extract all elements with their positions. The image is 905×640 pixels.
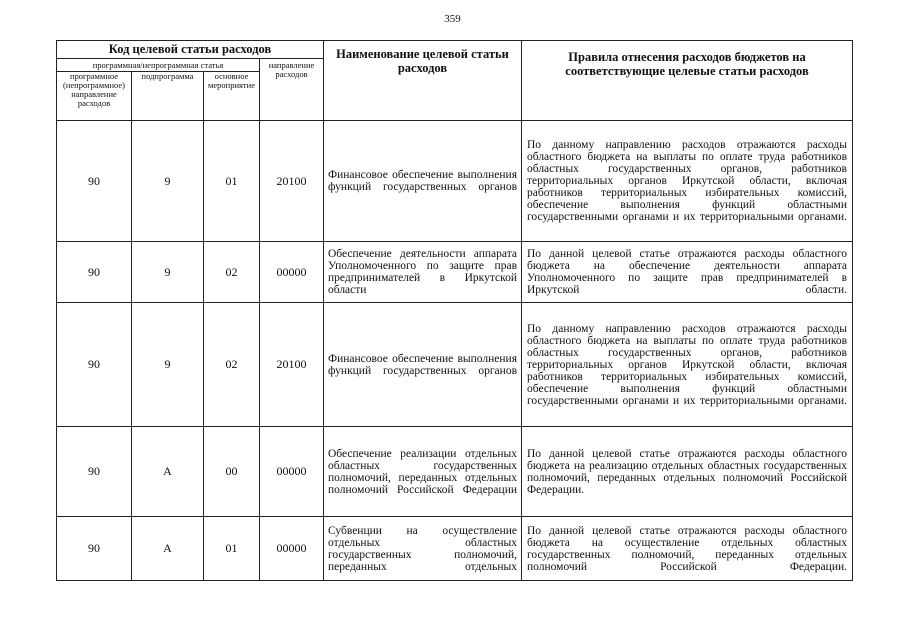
- name-cell: Обеспечение деятельности аппарата Уполномоченного по защите прав предпринимателей в Иркутской области: [324, 242, 522, 303]
- code-title-header: Код целевой статьи расходов: [57, 41, 324, 59]
- table-row: [57, 427, 853, 517]
- event-cell: 00: [204, 427, 260, 517]
- event-cell: 02: [204, 303, 260, 427]
- program-cell: 90: [57, 303, 132, 427]
- page-number: 359: [444, 13, 461, 25]
- direction-cell: 00000: [260, 427, 324, 517]
- rule-cell: По данной целевой статье отражаются расходы областного бюджета на реализацию отдельных областных государственных полномочий, переданных отдельных полномочий Российской Федерации.: [522, 427, 853, 517]
- direction-header: направление расходов: [260, 59, 324, 121]
- program-group-header: программная/непрограммная статья: [57, 59, 260, 72]
- name-cell: Финансовое обеспечение выполнения функций государственных органов: [324, 303, 522, 427]
- event-cell: 02: [204, 242, 260, 303]
- rule-cell: По данной целевой статье отражаются расходы областного бюджета на обеспечение деятельности аппарата Уполномоченного по защите прав предпринимателей в Иркутской области.: [522, 242, 853, 303]
- table-row: [57, 121, 853, 242]
- event-header: основное мероприятие: [204, 72, 260, 121]
- rule-cell: По данному направлению расходов отражаются расходы областного бюджета на выплаты по оплате труда работников областных государственных органов, работников территориальных органов Иркутской области, включая работников территориальных избирательных комиссий, обеспечение выполнения функций областными государственными органами и их территориальными органами.: [522, 121, 853, 242]
- direction-cell: 20100: [260, 121, 324, 242]
- direction-cell: 20100: [260, 303, 324, 427]
- table-row: [57, 303, 853, 427]
- program-cell: 90: [57, 242, 132, 303]
- program-header: программное (непрограммное) направление расходов: [57, 72, 132, 121]
- event-cell: 01: [204, 517, 260, 581]
- direction-cell: 00000: [260, 242, 324, 303]
- rules-column-header: Правила отнесения расходов бюджетов на соответствующие целевые статьи расходов: [522, 41, 853, 121]
- table-row: [57, 517, 853, 581]
- program-cell: 90: [57, 121, 132, 242]
- name-cell: Финансовое обеспечение выполнения функций государственных органов: [324, 121, 522, 242]
- name-column-header: Наименование целевой статьи расходов: [324, 41, 522, 121]
- subprogram-cell: А: [132, 517, 204, 581]
- rule-cell: По данной целевой статье отражаются расходы областного бюджета на осуществление отдельных областных государственных полномочий, переданных отдельных полномочий Российской Федерации.: [522, 517, 853, 581]
- name-cell: Обеспечение реализации отдельных областных государственных полномочий, переданных отдельных полномочий Российской Федерации: [324, 427, 522, 517]
- event-cell: 01: [204, 121, 260, 242]
- name-cell: Субвенции на осуществление отдельных областных государственных полномочий, переданных отдельных: [324, 517, 522, 581]
- target-articles-table: [56, 40, 853, 581]
- program-cell: 90: [57, 517, 132, 581]
- rule-cell: По данному направлению расходов отражаются расходы областного бюджета на выплаты по оплате труда работников областных государственных органов, работников территориальных органов Иркутской области, включая работников территориальных избирательных комиссий, обеспечение выполнения функций областными государственными органами и их территориальными органами.: [522, 303, 853, 427]
- subprogram-cell: 9: [132, 242, 204, 303]
- subprogram-cell: 9: [132, 121, 204, 242]
- subprogram-header: подпрограмма: [132, 72, 204, 121]
- subprogram-cell: 9: [132, 303, 204, 427]
- table-row: [57, 242, 853, 303]
- direction-cell: 00000: [260, 517, 324, 581]
- subprogram-cell: А: [132, 427, 204, 517]
- program-cell: 90: [57, 427, 132, 517]
